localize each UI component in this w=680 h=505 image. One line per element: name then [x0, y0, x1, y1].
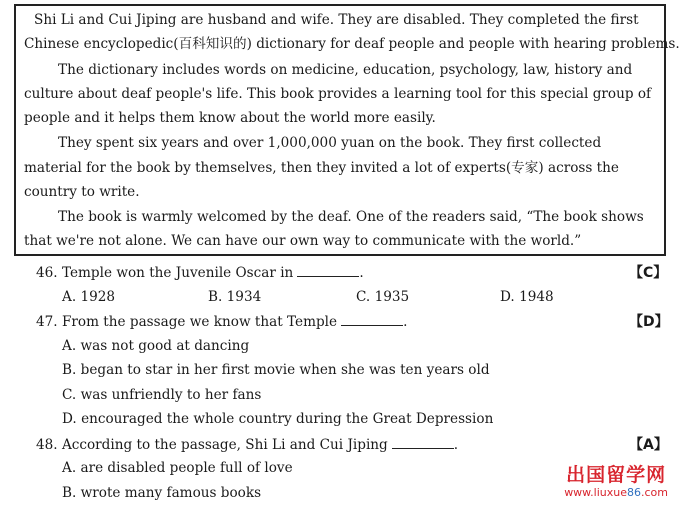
watermark-text: 出国留学网 — [566, 464, 667, 486]
question-46-answer: 【C】 — [629, 265, 668, 281]
passage-line: culture about deaf people's life. This book provides a learning tool for this special group of — [24, 86, 652, 102]
passage-line: that we're not alone. We can have our own way to communicate with the world.” — [24, 233, 582, 249]
passage-line: They spent six years and over 1,000,000 yuan on the book. They first collected — [58, 135, 602, 151]
answer-blank — [341, 313, 403, 326]
option-46-b: B. 1934 — [208, 289, 262, 305]
passage-line: The book is warmly welcomed by the deaf. One of the readers said, “The book shows — [58, 209, 644, 225]
watermark-url: www.liuxue86.com — [564, 486, 668, 499]
question-48-answer: 【A】 — [629, 437, 668, 453]
option-48-b: B. wrote many famous books — [62, 485, 262, 501]
question-47-answer: 【D】 — [629, 314, 669, 330]
option-47-a: A. was not good at dancing — [62, 338, 250, 354]
option-46-d: D. 1948 — [500, 289, 554, 305]
question-48-stem: 48. According to the passage, Shi Li and Cui Jiping . — [36, 437, 459, 453]
question-46-stem: 46. Temple won the Juvenile Oscar in . — [36, 265, 364, 281]
option-47-b: B. began to star in her first movie when she was ten years old — [62, 362, 490, 378]
passage-line: country to write. — [24, 184, 140, 200]
option-46-a: A. 1928 — [62, 289, 116, 305]
passage-line: material for the book by themselves, then they invited a lot of experts(专家) across the — [24, 160, 619, 176]
site-watermark — [564, 464, 668, 499]
passage-line: people and it helps them know about the world more easily. — [24, 110, 436, 126]
option-48-a: A. are disabled people full of love — [62, 460, 293, 476]
answer-blank — [392, 436, 454, 449]
option-47-d: D. encouraged the whole country during the Great Depression — [62, 411, 494, 427]
passage-line: Shi Li and Cui Jiping are husband and wife. They are disabled. They completed the first — [34, 12, 639, 28]
question-47-stem: 47. From the passage we know that Temple . — [36, 314, 408, 330]
option-47-c: C. was unfriendly to her fans — [62, 387, 262, 403]
passage-line: The dictionary includes words on medicine, education, psychology, law, history and — [58, 62, 633, 78]
answer-blank — [297, 264, 359, 277]
passage-line: Chinese encyclopedic(百科知识的) dictionary for deaf people and people with hearing problems. — [24, 36, 680, 52]
option-46-c: C. 1935 — [356, 289, 410, 305]
